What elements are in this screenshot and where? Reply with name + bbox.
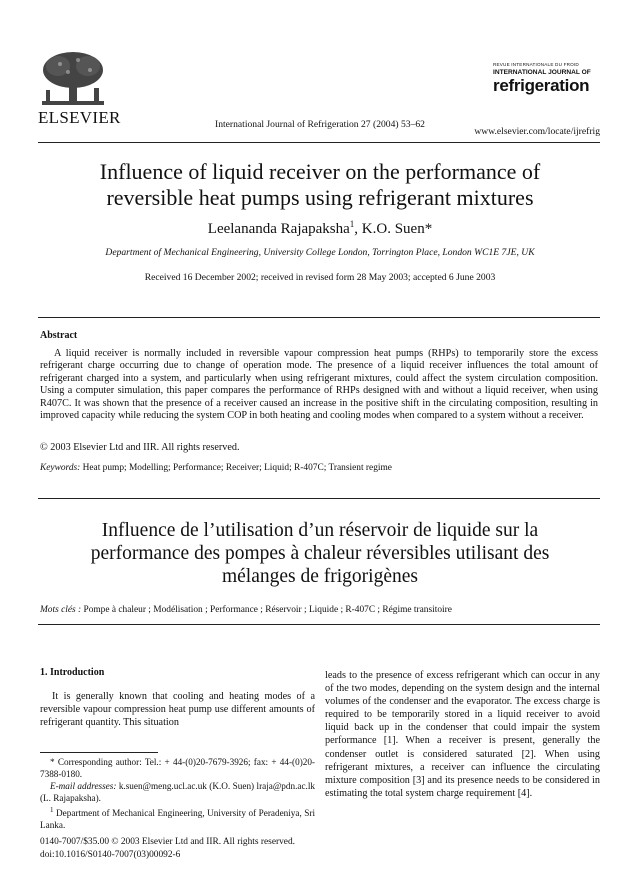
authors	[60, 219, 580, 238]
abstract-text: A liquid receiver is normally included in reversible vapour compression heat pumps (RHPs) to temporarily store the excess refrigerant charge occurring due to change of operation mode. The presence of a liquid receiver influences the total amount of refrigerant charged into a system, and particularly when using refrigerant mixtures, could affect the system circulation composition. Using a computer simulation, this paper compares the performance of RHPs designed with and without a liquid receiver, when using R407C. It was shown that the presence of a receiver caused an increase in the positive shift in the circulating composition, resulting in improved capacity while reducing the system COP in both heating and cooling modes when compared to a system without a receiver.	[40, 348, 598, 422]
email-label: E-mail addresses:	[50, 781, 117, 791]
french-title-line: performance des pompes à chaleur réversibles utilisant des	[90, 543, 550, 564]
journal-brand	[493, 62, 613, 95]
french-keywords	[40, 605, 600, 615]
affiliation: Department of Mechanical Engineering, University College London, Torrington Place, London WC1E 7JE, UK	[105, 247, 535, 258]
article-title	[60, 159, 580, 211]
french-title	[40, 519, 600, 588]
french-title-line: mélanges de frigorigènes	[221, 566, 418, 587]
brand-subtitle: REVUE INTERNATIONALE DU FROID	[493, 62, 579, 67]
author-name: Leelananda Rajapaksha	[207, 221, 350, 237]
header-divider	[38, 142, 600, 143]
footnote-divider	[40, 752, 158, 753]
corresponding-mark: *	[424, 221, 433, 237]
abstract-bottom-divider	[38, 498, 600, 499]
footnote-corresponding: * Corresponding author: Tel.: + 44-(0)20-7679-3926; fax: + 44-(0)20-7388-0180.	[40, 757, 315, 779]
french-keywords-label: Mots clés :	[40, 605, 82, 615]
abstract-heading: Abstract	[40, 330, 78, 341]
brand-journal-of: INTERNATIONAL JOURNAL OF	[493, 69, 591, 76]
doi-line[interactable]: doi:10.1016/S0140-7007(03)00092-6	[40, 849, 181, 860]
keywords-label: Keywords:	[40, 463, 81, 473]
french-keywords-list: Pompe à chaleur ; Modélisation ; Performance ; Réservoir ; Liquide ; R-407C ; Régime transitoire	[83, 605, 452, 615]
email-addresses[interactable]: k.suen@meng.ucl.ac.uk (K.O. Suen) lraja@pdn.ac.lk (L. Rajapaksha).	[40, 781, 315, 803]
footnote-email	[40, 780, 315, 804]
author-name: K.O. Suen	[361, 221, 425, 237]
keywords	[40, 463, 598, 473]
abstract-top-divider	[38, 317, 600, 318]
issn-line: 0140-7007/$35.00 © 2003 Elsevier Ltd and IIR. All rights reserved.	[40, 837, 295, 847]
journal-website-link[interactable]: www.elsevier.com/locate/ijrefrig	[474, 126, 600, 137]
article-title-line: Influence of liquid receiver on the performance of	[99, 159, 541, 184]
brand-refrigeration: refrigeration	[493, 76, 590, 95]
journal-citation: International Journal of Refrigeration 27 (2004) 53–62	[215, 119, 425, 130]
footnote-affiliation-text: Department of Mechanical Engineering, University of Peradeniya, Sri Lanka.	[40, 808, 315, 831]
french-title-line: Influence de l’utilisation d’un réservoir de liquide sur la	[101, 520, 539, 541]
copyright-notice: © 2003 Elsevier Ltd and IIR. All rights reserved.	[40, 442, 240, 453]
section-heading: 1. Introduction	[40, 667, 105, 678]
author-separator: ,	[354, 221, 362, 237]
intro-right-paragraph: leads to the presence of excess refrigerant which can occur in any of the two modes, depending on the system design and the internal volumes of the condenser and the evaporator. The excess charge is required to be temporarily stored in a liquid receiver to avoid liquid back up in the condenser that could impair the system performance [1]. When a receiver is present, generally the condenser outlet is considered saturated [2]. When using refrigerant mixtures, a receiver can influence the circulating mixture composition [3] and its presence needs to be considered in estimating the total system charge requirement [4].	[325, 670, 600, 799]
keywords-list: Heat pump; Modelling; Performance; Receiver; Liquid; R-407C; Transient regime	[82, 463, 392, 473]
footnotes	[40, 756, 315, 831]
footnote-affiliation	[40, 804, 315, 831]
author-affiliation-mark: 1	[349, 219, 355, 229]
elsevier-tree-logo-icon	[38, 48, 108, 108]
intro-left-paragraph: It is generally known that cooling and heating modes of a reversible vapour compression heat pump use different amounts of refrigerant quantity. This situation	[40, 691, 315, 729]
received-dates: Received 16 December 2002; received in revised form 28 May 2003; accepted 6 June 2003	[144, 272, 496, 283]
footnote-mark: 1	[50, 806, 54, 814]
french-divider	[38, 624, 600, 625]
publication-info	[40, 836, 295, 861]
article-title-line: reversible heat pumps using refrigerant mixtures	[106, 185, 534, 210]
publisher-name: ELSEVIER	[38, 108, 121, 127]
